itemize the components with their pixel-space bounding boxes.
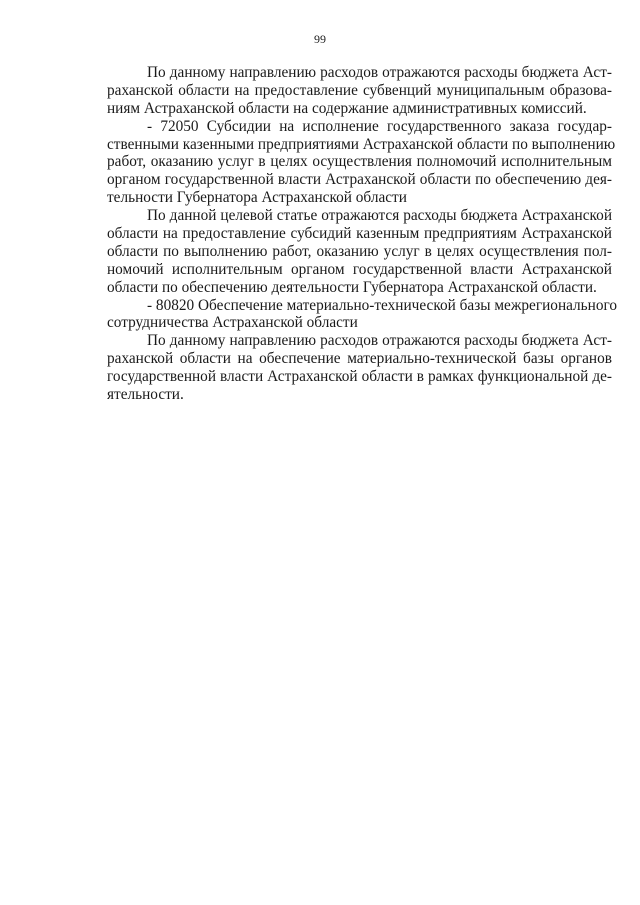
text-line: области по выполнению работ, оказанию услуг в целях осуществления пол- bbox=[107, 242, 612, 260]
text-line: - 80820 Обеспечение материально-технической базы межрегионального bbox=[147, 296, 618, 314]
page-number: 99 bbox=[314, 32, 326, 46]
paragraph-code-72050 bbox=[107, 117, 616, 207]
text-line: По данной целевой статье отражаются расходы бюджета Астраханской bbox=[147, 207, 612, 225]
paragraph-expense-description-2 bbox=[107, 207, 612, 296]
document-body bbox=[107, 64, 618, 404]
text-line: ниям Астраханской области на содержание административных комиссий. bbox=[107, 99, 587, 117]
text-line: области на предоставление субсидий казенным предприятиям Астраханской bbox=[107, 225, 612, 243]
text-line: органом государственной власти Астраханской области по обеспечению дея- bbox=[107, 171, 612, 189]
text-line: раханской области на предоставление субвенций муниципальным образова- bbox=[107, 81, 612, 99]
text-line: ственными казенными предприятиями Астраханской области по выполнению bbox=[107, 135, 616, 153]
text-line: раханской области на обеспечение материально-технической базы органов bbox=[107, 350, 612, 368]
text-line: тельности Губернатора Астраханской области bbox=[107, 189, 407, 207]
paragraph-code-80820 bbox=[107, 296, 618, 333]
text-line: По данному направлению расходов отражаются расходы бюджета Аст- bbox=[147, 332, 612, 350]
text-line: ятельности. bbox=[107, 386, 184, 404]
text-line: - 72050 Субсидии на исполнение государственного заказа государ- bbox=[147, 117, 612, 135]
text-line: номочий исполнительным органом государственной власти Астраханской bbox=[107, 260, 612, 278]
text-line: работ, оказанию услуг в целях осуществления полномочий исполнительным bbox=[107, 153, 612, 171]
paragraph-expense-description-3 bbox=[107, 332, 612, 404]
paragraph-expense-description-1 bbox=[107, 64, 612, 118]
text-line: области по обеспечению деятельности Губернатора Астраханской области. bbox=[107, 278, 597, 296]
text-line: государственной власти Астраханской области в рамках функциональной де- bbox=[107, 368, 612, 386]
text-line: сотрудничества Астраханской области bbox=[107, 314, 358, 332]
text-line: По данному направлению расходов отражаются расходы бюджета Аст- bbox=[147, 64, 612, 81]
